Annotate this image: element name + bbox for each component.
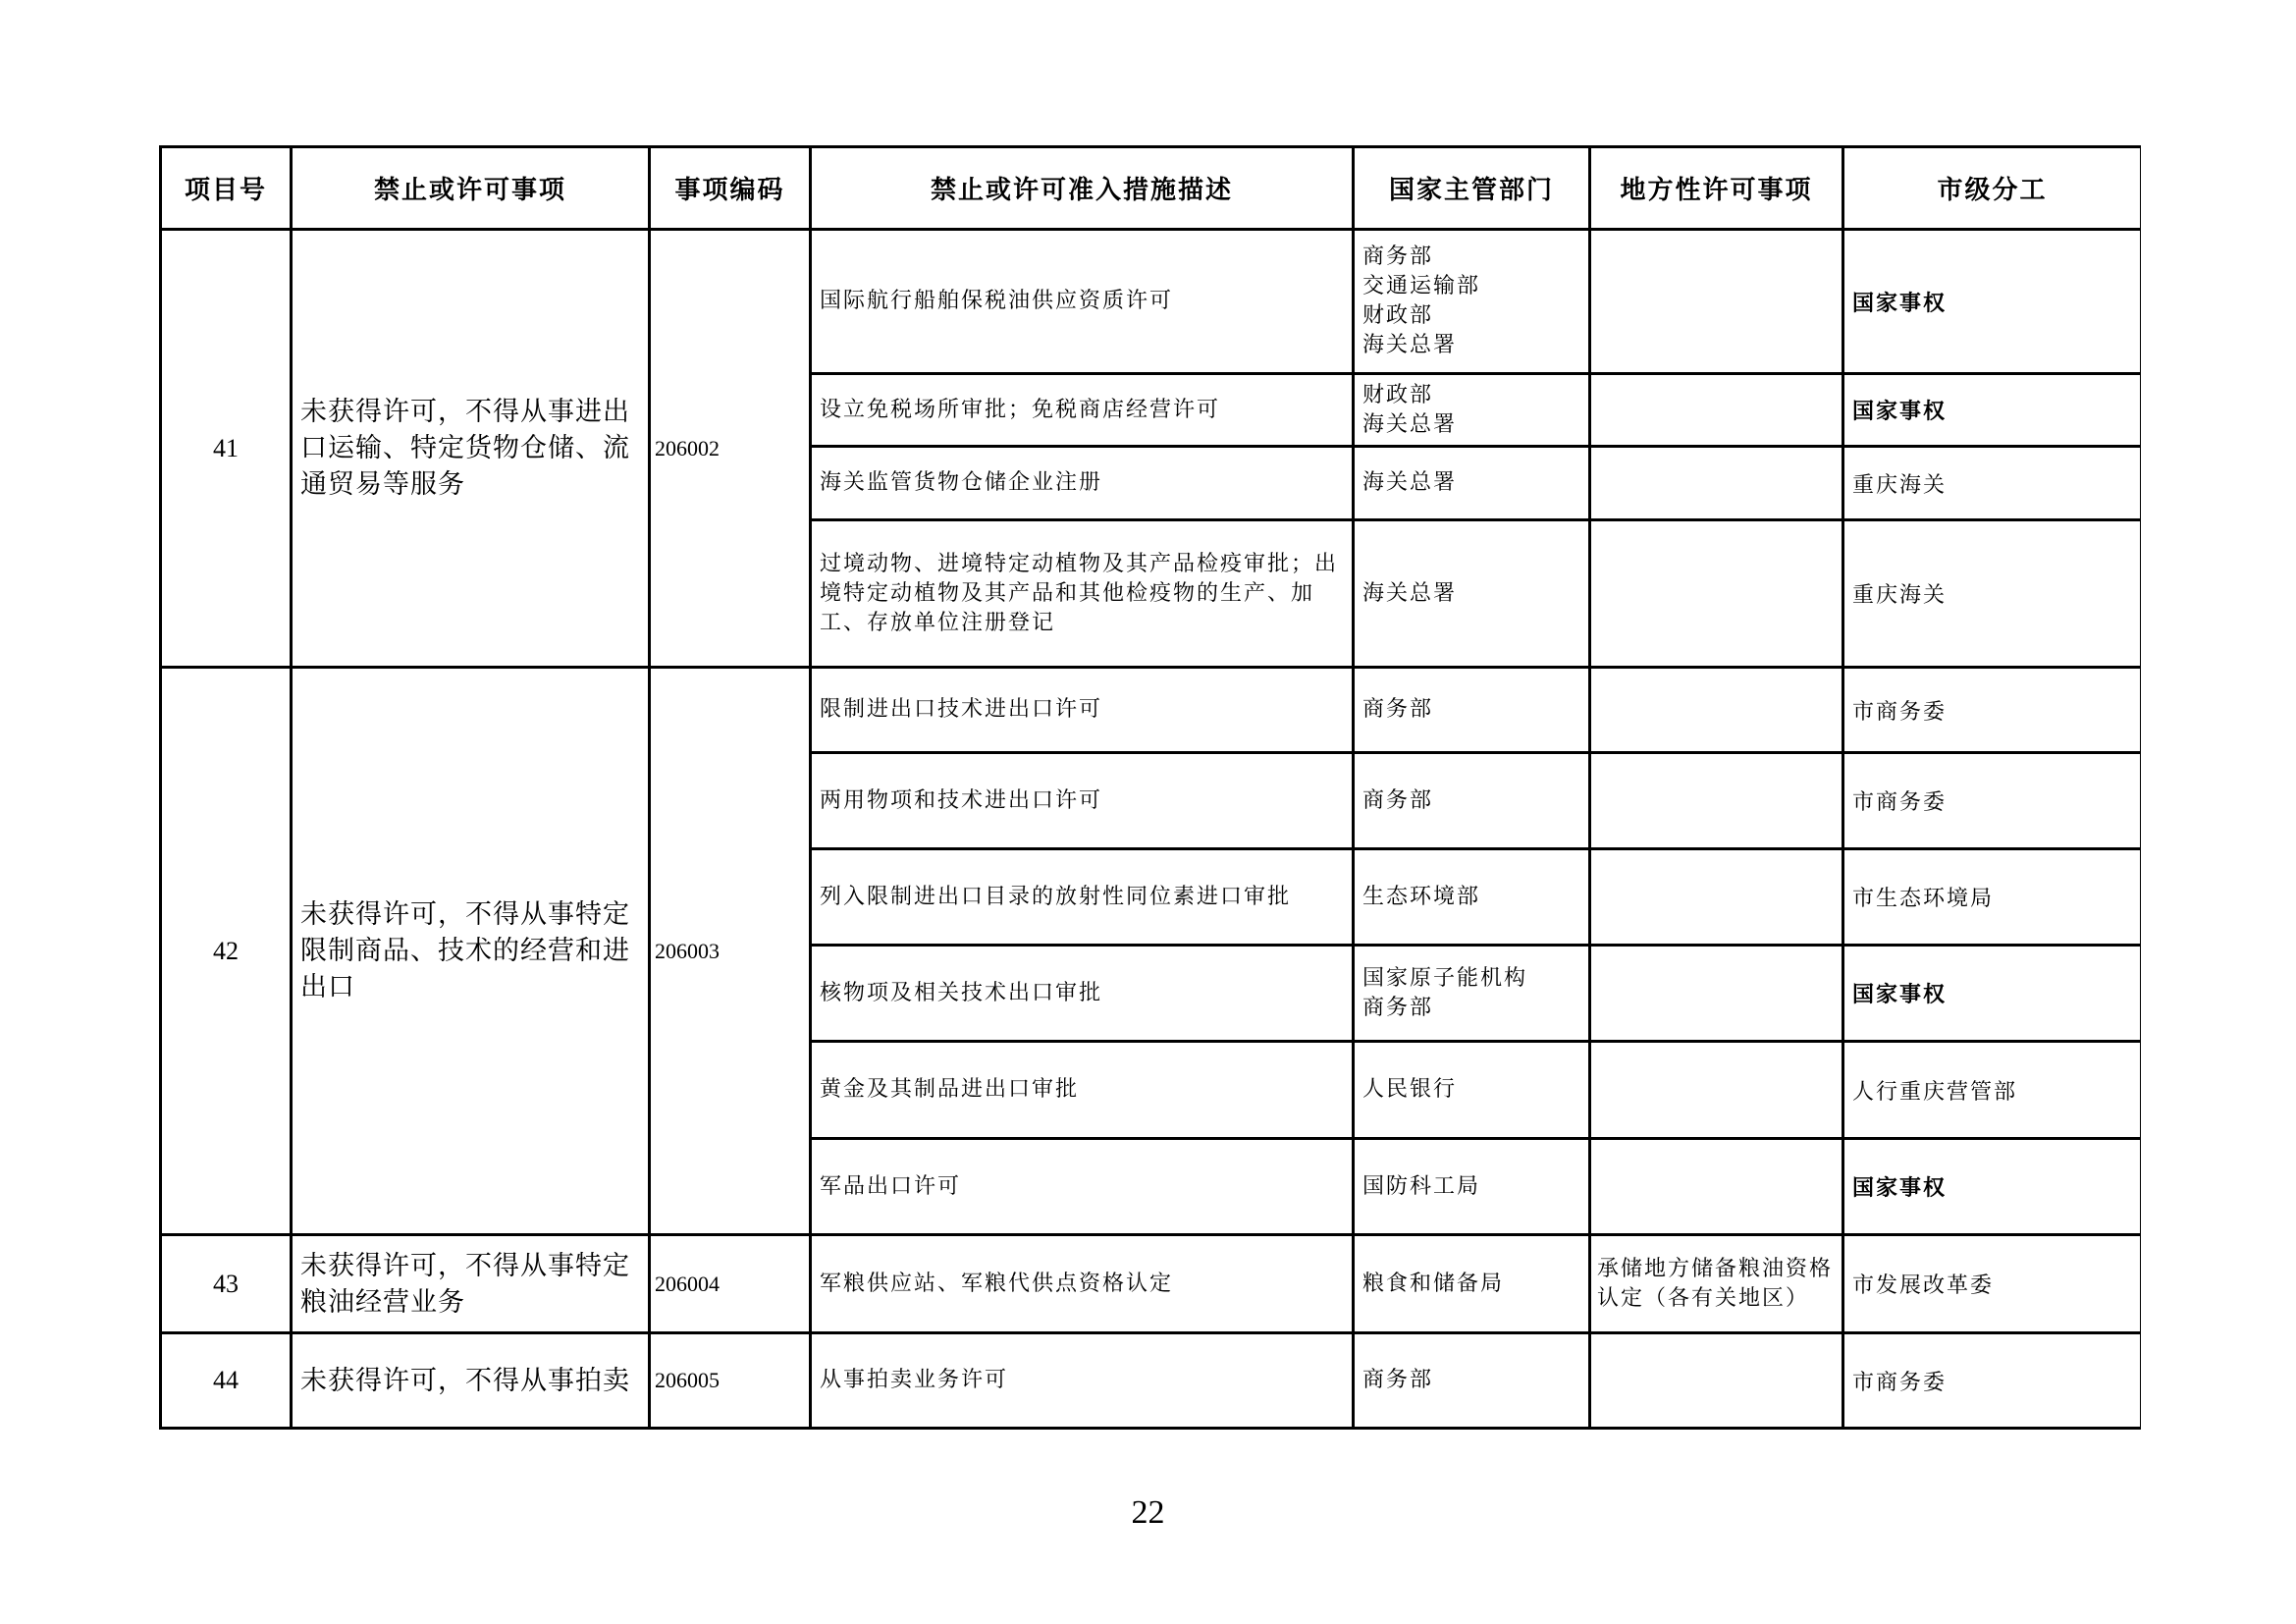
national-dept-cell: 商务部 交通运输部 财政部 海关总署 xyxy=(1354,230,1590,374)
measure-description-cell: 核物项及相关技术出口审批 xyxy=(811,946,1354,1042)
header-city-division: 市级分工 xyxy=(1843,147,2142,230)
city-division-cell: 市发展改革委 xyxy=(1843,1235,2142,1333)
local-permit-cell: 承储地方储备粮油资格认定（各有关地区） xyxy=(1590,1235,1843,1333)
measure-description-cell: 过境动物、进境特定动植物及其产品检疫审批；出境特定动植物及其产品和其他检疫物的生产、加工、存放单位注册登记 xyxy=(811,520,1354,668)
header-local-permit: 地方性许可事项 xyxy=(1590,147,1843,230)
measure-description-cell: 从事拍卖业务许可 xyxy=(811,1333,1354,1429)
national-dept-cell: 生态环境部 xyxy=(1354,849,1590,946)
item-number-cell: 43 xyxy=(161,1235,292,1333)
table-viewport xyxy=(159,145,2141,1434)
item-code-cell: 206005 xyxy=(650,1333,811,1429)
item-name-cell: 未获得许可，不得从事拍卖 xyxy=(292,1333,650,1429)
local-permit-cell xyxy=(1590,1042,1843,1139)
item-name-cell: 未获得许可，不得从事进出口运输、特定货物仓储、流通贸易等服务 xyxy=(292,230,650,668)
item-code-cell: 206003 xyxy=(650,668,811,1235)
city-division-cell: 市商务委 xyxy=(1843,1333,2142,1429)
local-permit-cell xyxy=(1590,668,1843,753)
city-division-cell: 市生态环境局 xyxy=(1843,849,2142,946)
header-item: 禁止或许可事项 xyxy=(292,147,650,230)
local-permit-cell xyxy=(1590,374,1843,447)
national-dept-cell: 商务部 xyxy=(1354,1333,1590,1429)
measure-description-cell: 限制进出口技术进出口许可 xyxy=(811,668,1354,753)
city-division-cell: 国家事权 xyxy=(1843,946,2142,1042)
table-row xyxy=(161,668,2142,753)
city-division-cell: 国家事权 xyxy=(1843,374,2142,447)
local-permit-cell xyxy=(1590,1139,1843,1235)
header-code: 事项编码 xyxy=(650,147,811,230)
measure-description-cell: 列入限制进出口目录的放射性同位素进口审批 xyxy=(811,849,1354,946)
local-permit-cell xyxy=(1590,1333,1843,1429)
city-division-cell: 市商务委 xyxy=(1843,753,2142,849)
table-row xyxy=(161,1333,2142,1429)
national-dept-cell: 人民银行 xyxy=(1354,1042,1590,1139)
city-division-cell: 人行重庆营管部 xyxy=(1843,1042,2142,1139)
local-permit-cell xyxy=(1590,946,1843,1042)
header-national-dept: 国家主管部门 xyxy=(1354,147,1590,230)
city-division-cell: 重庆海关 xyxy=(1843,520,2142,668)
item-number-cell: 42 xyxy=(161,668,292,1235)
measure-description-cell: 国际航行船舶保税油供应资质许可 xyxy=(811,230,1354,374)
measure-description-cell: 海关监管货物仓储企业注册 xyxy=(811,447,1354,520)
table-row xyxy=(161,230,2142,374)
page-number: 22 xyxy=(1131,1494,1165,1531)
table-row xyxy=(161,1235,2142,1333)
national-dept-cell: 商务部 xyxy=(1354,668,1590,753)
header-item-number: 项目号 xyxy=(161,147,292,230)
item-number-cell: 41 xyxy=(161,230,292,668)
permit-table xyxy=(159,145,2141,1430)
item-name-cell: 未获得许可，不得从事特定粮油经营业务 xyxy=(292,1235,650,1333)
header-description: 禁止或许可准入措施描述 xyxy=(811,147,1354,230)
city-division-cell: 重庆海关 xyxy=(1843,447,2142,520)
item-number-cell: 44 xyxy=(161,1333,292,1429)
item-code-cell: 206004 xyxy=(650,1235,811,1333)
measure-description-cell: 两用物项和技术进出口许可 xyxy=(811,753,1354,849)
national-dept-cell: 国防科工局 xyxy=(1354,1139,1590,1235)
table-body xyxy=(161,230,2142,1429)
local-permit-cell xyxy=(1590,849,1843,946)
national-dept-cell: 商务部 xyxy=(1354,753,1590,849)
local-permit-cell xyxy=(1590,230,1843,374)
measure-description-cell: 军粮供应站、军粮代供点资格认定 xyxy=(811,1235,1354,1333)
measure-description-cell: 黄金及其制品进出口审批 xyxy=(811,1042,1354,1139)
item-name-cell: 未获得许可，不得从事特定限制商品、技术的经营和进出口 xyxy=(292,668,650,1235)
measure-description-cell: 军品出口许可 xyxy=(811,1139,1354,1235)
local-permit-cell xyxy=(1590,447,1843,520)
city-division-cell: 市商务委 xyxy=(1843,668,2142,753)
table-header-row xyxy=(161,147,2142,230)
city-division-cell: 国家事权 xyxy=(1843,230,2142,374)
national-dept-cell: 海关总署 xyxy=(1354,447,1590,520)
national-dept-cell: 财政部 海关总署 xyxy=(1354,374,1590,447)
local-permit-cell xyxy=(1590,753,1843,849)
item-code-cell: 206002 xyxy=(650,230,811,668)
national-dept-cell: 海关总署 xyxy=(1354,520,1590,668)
national-dept-cell: 粮食和储备局 xyxy=(1354,1235,1590,1333)
measure-description-cell: 设立免税场所审批；免税商店经营许可 xyxy=(811,374,1354,447)
national-dept-cell: 国家原子能机构 商务部 xyxy=(1354,946,1590,1042)
city-division-cell: 国家事权 xyxy=(1843,1139,2142,1235)
local-permit-cell xyxy=(1590,520,1843,668)
